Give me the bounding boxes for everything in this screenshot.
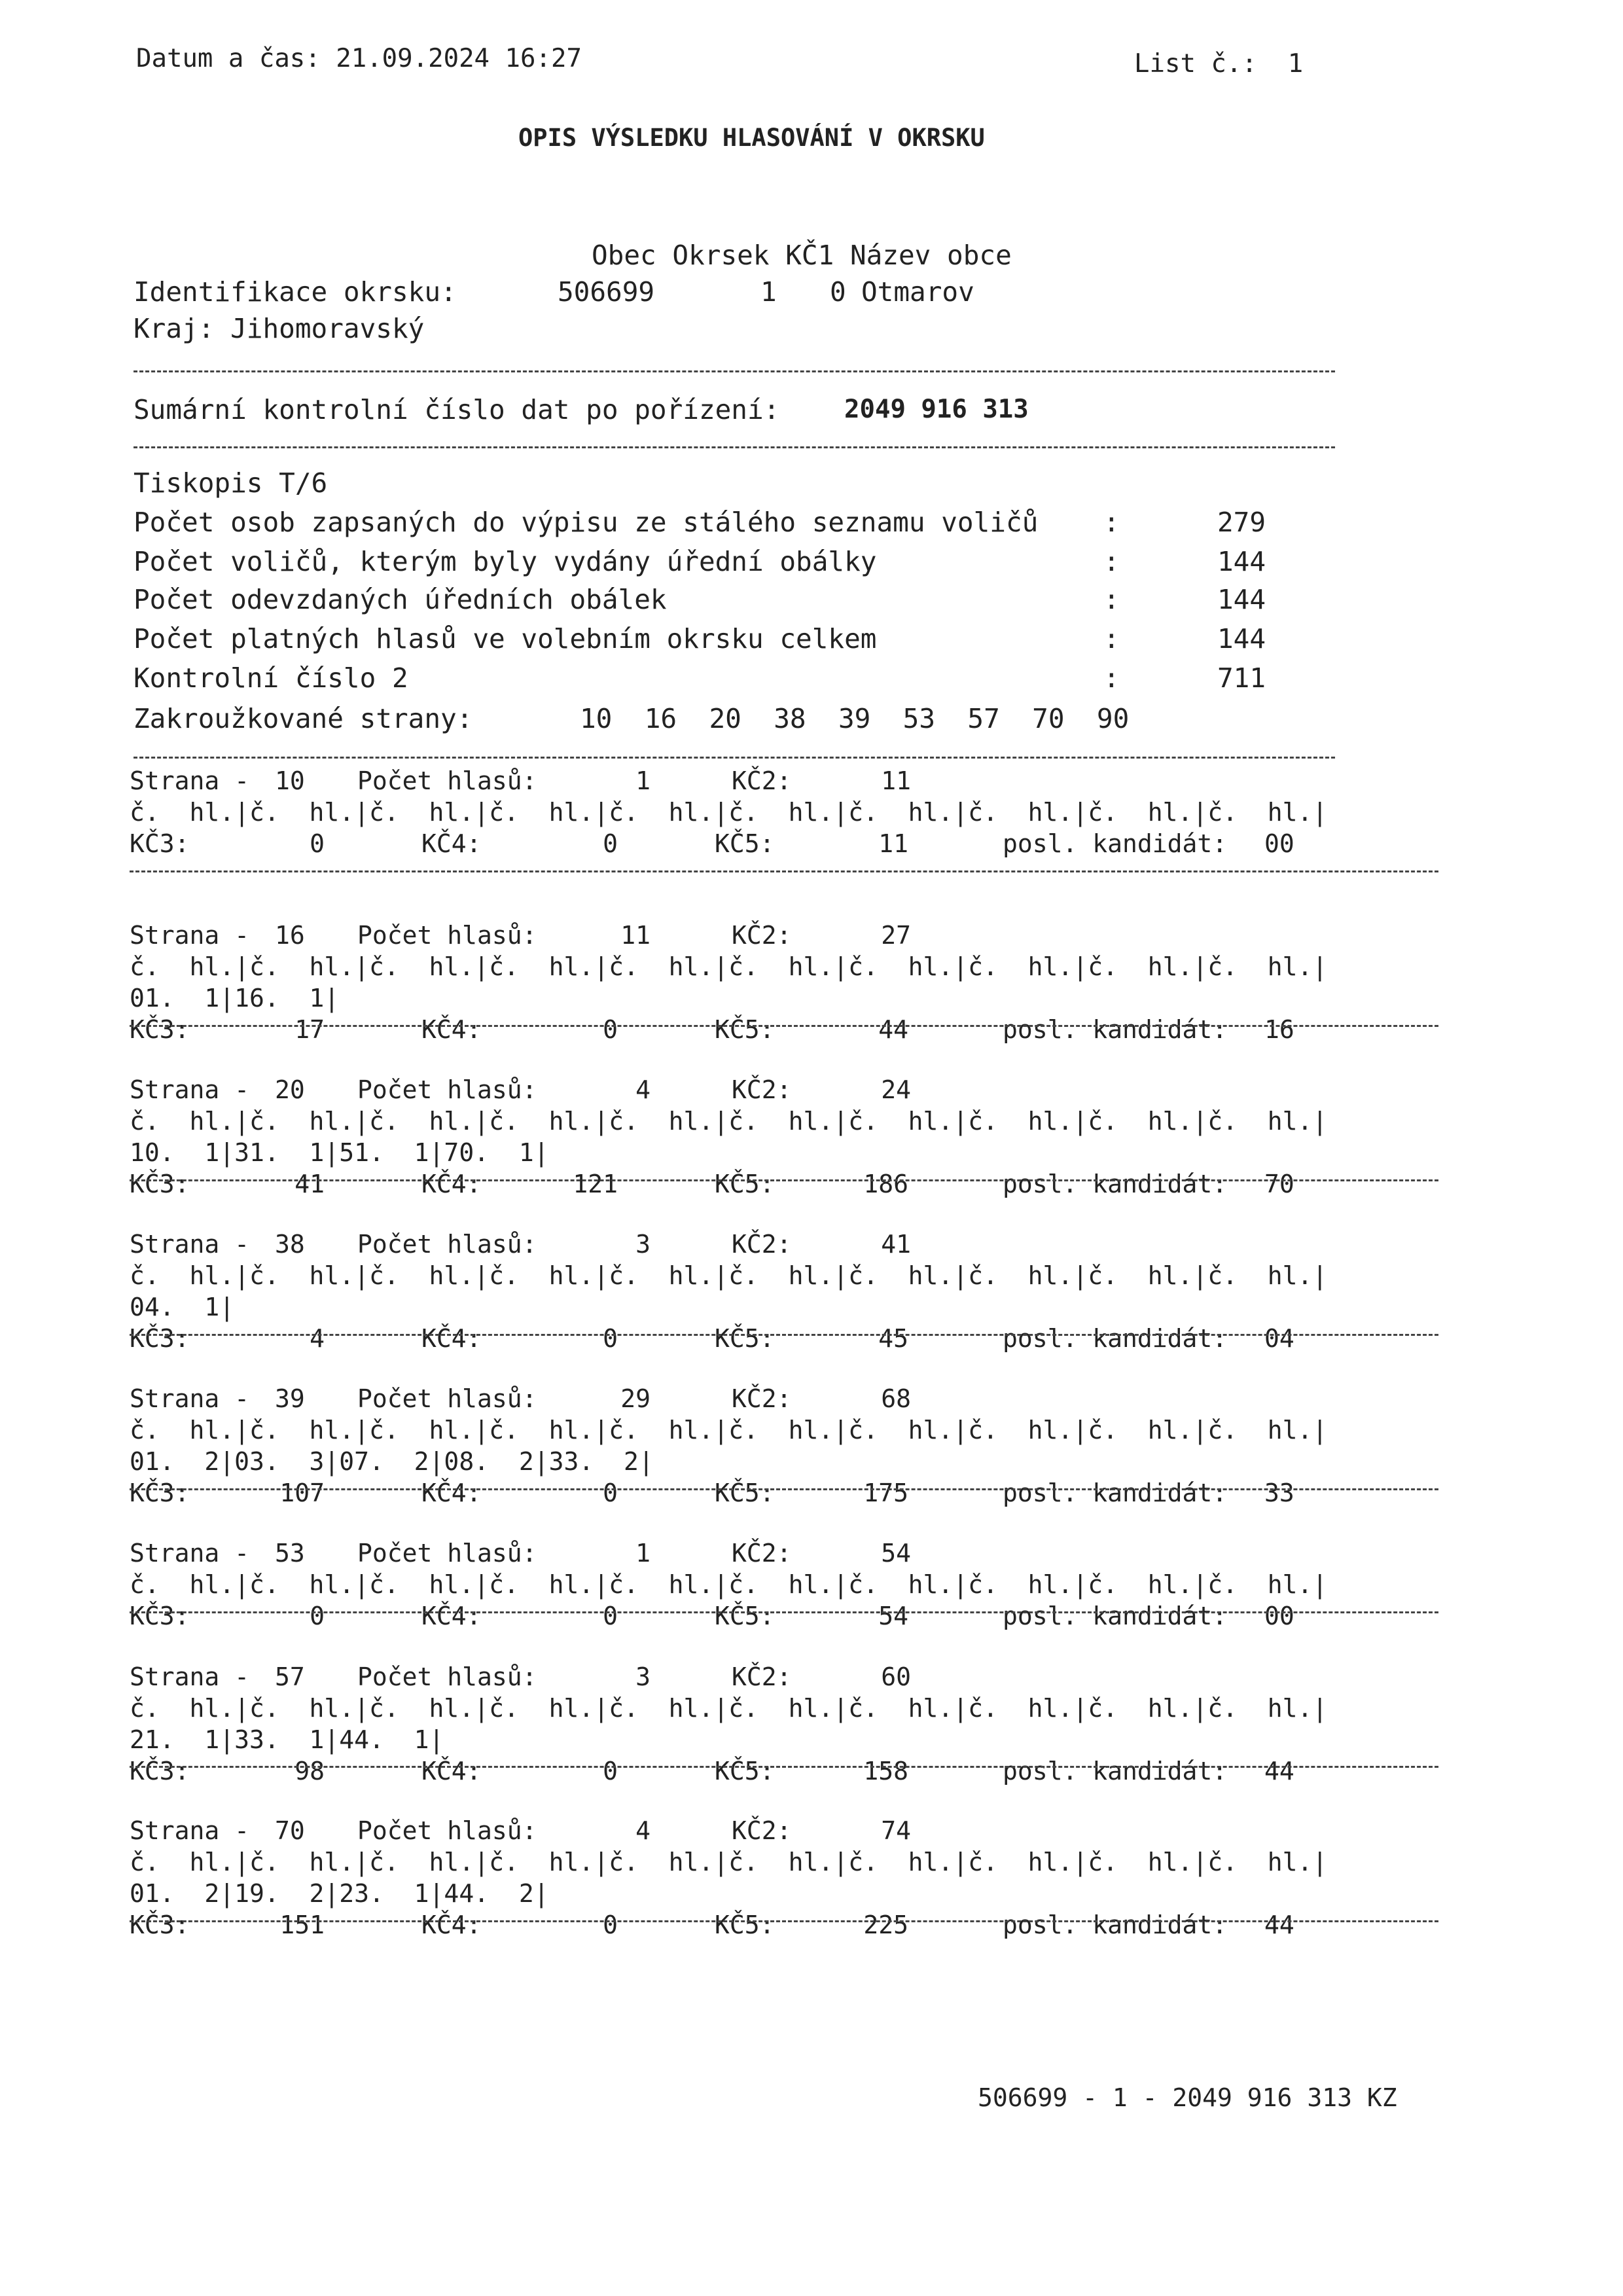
summary-row-colon: :: [1103, 507, 1120, 538]
kc5-value: 54: [878, 1602, 908, 1630]
kc4-value: 0: [603, 1324, 618, 1353]
summary-row-value: 144: [1217, 584, 1266, 615]
candidate-columns-header: č. hl.|č. hl.|č. hl.|č. hl.|č. hl.|č. hl.|č. hl.|č. hl.|č. hl.|č. hl.|: [130, 1416, 1328, 1444]
obec-code: 506699: [558, 276, 655, 308]
candidate-votes: 21. 1|33. 1|44. 1|: [130, 1725, 444, 1754]
footer-code: 506699 - 1 - 2049 916 313 KZ: [978, 2083, 1397, 2112]
separator-line: [134, 757, 1335, 759]
kc4-label: KČ4:: [421, 1602, 482, 1630]
last-candidate-label: posl. kandidát:: [1003, 1757, 1228, 1785]
votes-value: 11: [620, 921, 651, 950]
candidate-votes: 01. 2|19. 2|23. 1|44. 2|: [130, 1879, 549, 1908]
separator-line: [130, 870, 1438, 872]
checksum-label: Sumární kontrolní číslo dat po pořízení:: [134, 394, 780, 425]
separator-line: [130, 1488, 1438, 1490]
kc3-label: KČ3:: [130, 1324, 190, 1353]
kc2-value: 24: [881, 1075, 911, 1104]
summary-row-colon: :: [1103, 623, 1120, 655]
kc5-value: 11: [878, 829, 908, 858]
last-candidate-label: posl. kandidát:: [1003, 1324, 1228, 1353]
summary-row-value: 144: [1217, 546, 1266, 577]
kc5-value: 186: [863, 1170, 908, 1198]
kc2-value: 54: [881, 1539, 911, 1568]
kc3-value: 98: [294, 1757, 325, 1785]
kc4-label: KČ4:: [421, 1479, 482, 1507]
summary-row-value: 144: [1217, 623, 1266, 655]
kc2-value: 68: [881, 1384, 911, 1413]
kc5-label: KČ5:: [715, 1910, 775, 1939]
kc2-label: KČ2:: [732, 921, 792, 950]
separator-line: [130, 1025, 1438, 1027]
kc5-value: 45: [878, 1324, 908, 1353]
summary-row-label: Počet odevzdaných úředních obálek: [134, 584, 667, 615]
kc3-label: KČ3:: [130, 1910, 190, 1939]
votes-value: 3: [635, 1662, 651, 1691]
kc5-label: KČ5:: [715, 1324, 775, 1353]
kc2-label: KČ2:: [732, 1230, 792, 1259]
kc4-value: 0: [603, 1757, 618, 1785]
candidate-columns-header: č. hl.|č. hl.|č. hl.|č. hl.|č. hl.|č. hl.|č. hl.|č. hl.|č. hl.|č. hl.|: [130, 1570, 1328, 1599]
kc5-label: KČ5:: [715, 1757, 775, 1785]
summary-row-colon: :: [1103, 546, 1120, 577]
last-candidate-label: posl. kandidát:: [1003, 1910, 1228, 1939]
party-label: Strana -: [130, 766, 250, 795]
kc2-label: KČ2:: [732, 1662, 792, 1691]
kc3-value: 41: [294, 1170, 325, 1198]
votes-value: 3: [635, 1230, 651, 1259]
last-candidate-value: 70: [1264, 1170, 1294, 1198]
kc2-value: 74: [881, 1816, 911, 1845]
kc3-label: KČ3:: [130, 1479, 190, 1507]
candidate-columns-header: č. hl.|č. hl.|č. hl.|č. hl.|č. hl.|č. hl.|č. hl.|č. hl.|č. hl.|č. hl.|: [130, 798, 1328, 827]
candidate-votes: 01. 2|03. 3|07. 2|08. 2|33. 2|: [130, 1447, 654, 1476]
votes-label: Počet hlasů:: [357, 766, 537, 795]
candidate-columns-header: č. hl.|č. hl.|č. hl.|č. hl.|č. hl.|č. hl.|č. hl.|č. hl.|č. hl.|č. hl.|: [130, 1694, 1328, 1723]
kc3-label: KČ3:: [130, 829, 190, 858]
last-candidate-value: 04: [1264, 1324, 1294, 1353]
party-number: 38: [275, 1230, 305, 1259]
kc5-label: KČ5:: [715, 1015, 775, 1044]
okrsek-number: 1: [760, 276, 777, 308]
kc5-value: 158: [863, 1757, 908, 1785]
circled-parties-label: Zakroužkované strany:: [134, 703, 473, 734]
separator-line: [130, 1766, 1438, 1768]
candidate-columns-header: č. hl.|č. hl.|č. hl.|č. hl.|č. hl.|č. hl.|č. hl.|č. hl.|č. hl.|č. hl.|: [130, 1848, 1328, 1876]
separator-line: [134, 446, 1335, 448]
kc1-value: 0: [830, 276, 846, 308]
kc4-label: KČ4:: [421, 1324, 482, 1353]
separator-line: [130, 1611, 1438, 1613]
last-candidate-value: 16: [1264, 1015, 1294, 1044]
candidate-votes: 01. 1|16. 1|: [130, 984, 340, 1013]
votes-label: Počet hlasů:: [357, 1539, 537, 1568]
kc4-value: 0: [603, 1602, 618, 1630]
last-candidate-value: 00: [1264, 1602, 1294, 1630]
identification-column-headers: Obec Okrsek KČ1 Název obce: [592, 240, 1012, 271]
kc4-label: KČ4:: [421, 1757, 482, 1785]
candidate-columns-header: č. hl.|č. hl.|č. hl.|č. hl.|č. hl.|č. hl.|č. hl.|č. hl.|č. hl.|č. hl.|: [130, 1261, 1328, 1290]
kc2-label: KČ2:: [732, 1539, 792, 1568]
kc2-label: KČ2:: [732, 1075, 792, 1104]
summary-row-label: Počet osob zapsaných do výpisu ze stálého seznamu voličů: [134, 507, 1039, 538]
form-name: Tiskopis T/6: [134, 467, 328, 499]
kc4-label: KČ4:: [421, 829, 482, 858]
party-label: Strana -: [130, 1384, 250, 1413]
kc2-label: KČ2:: [732, 766, 792, 795]
kc4-label: KČ4:: [421, 1170, 482, 1198]
summary-row-value: 711: [1217, 662, 1266, 694]
candidate-votes: 04. 1|: [130, 1293, 235, 1321]
kc2-value: 60: [881, 1662, 911, 1691]
summary-row-colon: :: [1103, 584, 1120, 615]
kc5-label: KČ5:: [715, 1602, 775, 1630]
last-candidate-label: posl. kandidát:: [1003, 1602, 1228, 1630]
party-number: 20: [275, 1075, 305, 1104]
kc3-label: KČ3:: [130, 1015, 190, 1044]
votes-value: 29: [620, 1384, 651, 1413]
kc3-value: 107: [279, 1479, 325, 1507]
kc5-label: KČ5:: [715, 829, 775, 858]
votes-label: Počet hlasů:: [357, 1816, 537, 1845]
party-number: 53: [275, 1539, 305, 1568]
kc4-label: KČ4:: [421, 1910, 482, 1939]
circled-parties-values: 10 16 20 38 39 53 57 70 90: [580, 703, 1130, 734]
candidate-columns-header: č. hl.|č. hl.|č. hl.|č. hl.|č. hl.|č. hl.|č. hl.|č. hl.|č. hl.|č. hl.|: [130, 1107, 1328, 1136]
kc5-value: 225: [863, 1910, 908, 1939]
kc2-label: KČ2:: [732, 1816, 792, 1845]
last-candidate-label: posl. kandidát:: [1003, 1170, 1228, 1198]
candidate-votes: 10. 1|31. 1|51. 1|70. 1|: [130, 1138, 549, 1167]
votes-label: Počet hlasů:: [357, 1384, 537, 1413]
last-candidate-value: 44: [1264, 1757, 1294, 1785]
summary-row-label: Kontrolní číslo 2: [134, 662, 408, 694]
votes-label: Počet hlasů:: [357, 1075, 537, 1104]
kc2-value: 11: [881, 766, 911, 795]
kc2-label: KČ2:: [732, 1384, 792, 1413]
last-candidate-label: posl. kandidát:: [1003, 1015, 1228, 1044]
votes-value: 1: [635, 766, 651, 795]
kc3-value: 4: [310, 1324, 325, 1353]
separator-line: [130, 1334, 1438, 1336]
kc4-value: 0: [603, 1910, 618, 1939]
obec-name: Otmarov: [861, 276, 974, 308]
last-candidate-value: 00: [1264, 829, 1294, 858]
votes-label: Počet hlasů:: [357, 1662, 537, 1691]
kc3-value: 17: [294, 1015, 325, 1044]
kc3-value: 0: [310, 829, 325, 858]
kc4-value: 0: [603, 1015, 618, 1044]
checksum-value: 2049 916 313: [844, 395, 1029, 424]
kc5-value: 44: [878, 1015, 908, 1044]
votes-value: 1: [635, 1539, 651, 1568]
party-number: 10: [275, 766, 305, 795]
kc2-value: 27: [881, 921, 911, 950]
kc4-value: 0: [603, 829, 618, 858]
party-number: 16: [275, 921, 305, 950]
datetime: Datum a čas: 21.09.2024 16:27: [136, 44, 582, 73]
summary-row-label: Počet voličů, kterým byly vydány úřední obálky: [134, 546, 877, 577]
party-number: 70: [275, 1816, 305, 1845]
kc5-label: KČ5:: [715, 1170, 775, 1198]
page-title: OPIS VÝSLEDKU HLASOVÁNÍ V OKRSKU: [518, 124, 985, 152]
party-label: Strana -: [130, 1539, 250, 1568]
votes-label: Počet hlasů:: [357, 1230, 537, 1259]
party-label: Strana -: [130, 1230, 250, 1259]
separator-line: [134, 370, 1335, 372]
summary-row-colon: :: [1103, 662, 1120, 694]
kc3-label: KČ3:: [130, 1170, 190, 1198]
last-candidate-value: 44: [1264, 1910, 1294, 1939]
kc4-value: 121: [573, 1170, 618, 1198]
party-number: 39: [275, 1384, 305, 1413]
candidate-columns-header: č. hl.|č. hl.|č. hl.|č. hl.|č. hl.|č. hl.|č. hl.|č. hl.|č. hl.|č. hl.|: [130, 952, 1328, 981]
last-candidate-label: posl. kandidát:: [1003, 829, 1228, 858]
kc2-value: 41: [881, 1230, 911, 1259]
last-candidate-value: 33: [1264, 1479, 1294, 1507]
last-candidate-label: posl. kandidát:: [1003, 1479, 1228, 1507]
region: Kraj: Jihomoravský: [134, 313, 425, 344]
kc3-value: 0: [310, 1602, 325, 1630]
votes-label: Počet hlasů:: [357, 921, 537, 950]
kc4-label: KČ4:: [421, 1015, 482, 1044]
party-label: Strana -: [130, 1075, 250, 1104]
identification-label: Identifikace okrsku:: [134, 276, 457, 308]
kc5-label: KČ5:: [715, 1479, 775, 1507]
summary-row-value: 279: [1217, 507, 1266, 538]
kc3-label: KČ3:: [130, 1602, 190, 1630]
separator-line: [130, 1920, 1438, 1922]
separator-line: [130, 1179, 1438, 1181]
summary-row-label: Počet platných hlasů ve volebním okrsku celkem: [134, 623, 877, 655]
votes-value: 4: [635, 1816, 651, 1845]
kc4-value: 0: [603, 1479, 618, 1507]
party-number: 57: [275, 1662, 305, 1691]
sheet-number: List č.: 1: [1134, 49, 1304, 79]
party-label: Strana -: [130, 1662, 250, 1691]
party-label: Strana -: [130, 1816, 250, 1845]
kc5-value: 175: [863, 1479, 908, 1507]
votes-value: 4: [635, 1075, 651, 1104]
kc3-value: 151: [279, 1910, 325, 1939]
kc3-label: KČ3:: [130, 1757, 190, 1785]
party-label: Strana -: [130, 921, 250, 950]
